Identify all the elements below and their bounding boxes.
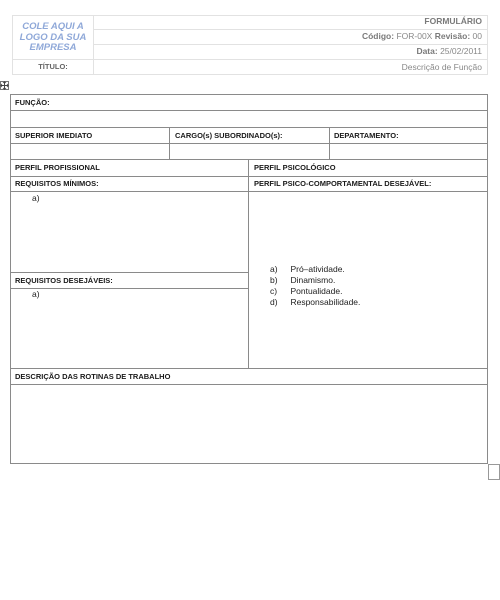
list-text: Responsabilidade. [290, 297, 361, 307]
funcao-label: FUNÇÃO: [15, 98, 50, 107]
subordinados-label: CARGO(s) SUBORDINADO(s): [175, 131, 283, 140]
logo-line-2: LOGO DA SUA [19, 31, 87, 43]
departamento-label: DEPARTAMENTO: [334, 131, 399, 140]
list-marker: a) [270, 264, 278, 274]
date-label: Data: [416, 46, 438, 56]
table-resize-handle[interactable] [488, 464, 500, 480]
list-item [270, 270, 470, 285]
departamento-field[interactable] [330, 144, 487, 159]
funcao-field[interactable] [11, 111, 487, 127]
rotinas-field[interactable] [11, 385, 487, 463]
code-label: Código: [361, 31, 395, 41]
logo-line-1: COLE AQUI A [22, 21, 84, 32]
requisitos-desejaveis-item[interactable]: a) [32, 289, 40, 299]
requisitos-desejaveis-label: REQUISITOS DESEJÁVEIS: [15, 276, 113, 285]
logo-line-3: EMPRESA [29, 42, 77, 53]
list-item [270, 259, 470, 274]
rotinas-label: DESCRIÇÃO DAS ROTINAS DE TRABALHO [15, 372, 171, 381]
subordinados-field[interactable] [170, 144, 329, 159]
logo-placeholder[interactable] [14, 22, 92, 56]
list-text: Pró–atividade. [290, 264, 345, 274]
date-value: 25/02/2011 [440, 46, 482, 56]
revision-value: 00 [472, 31, 482, 41]
list-text: Dinamismo. [290, 275, 336, 285]
requisitos-minimos-label: REQUISITOS MÍNIMOS: [15, 179, 99, 188]
form-type: FORMULÁRIO [424, 16, 482, 26]
comportamental-list[interactable] [270, 259, 470, 307]
code-value: FOR-00X [396, 31, 433, 41]
list-marker: d) [270, 297, 278, 307]
superior-label: SUPERIOR IMEDIATO [15, 131, 93, 140]
list-item [270, 292, 470, 307]
superior-field[interactable] [11, 144, 169, 159]
list-marker: c) [270, 286, 278, 296]
list-item [270, 281, 470, 296]
title-label: TÍTULO: [38, 62, 68, 71]
move-icon[interactable] [0, 81, 9, 90]
perfil-profissional-label: PERFIL PROFISSIONAL [15, 163, 100, 172]
revision-label: Revisão: [434, 31, 471, 41]
list-text: Pontualidade. [290, 286, 343, 296]
requisitos-minimos-item[interactable]: a) [32, 193, 40, 203]
perfil-psico-comportamental-label: PERFIL PSICO-COMPORTAMENTAL DESEJÁVEL: [254, 179, 432, 188]
list-marker: b) [270, 275, 278, 285]
document-title: Descrição de Função [401, 62, 482, 72]
perfil-psicologico-label: PERFIL PSICOLÓGICO [254, 163, 336, 172]
